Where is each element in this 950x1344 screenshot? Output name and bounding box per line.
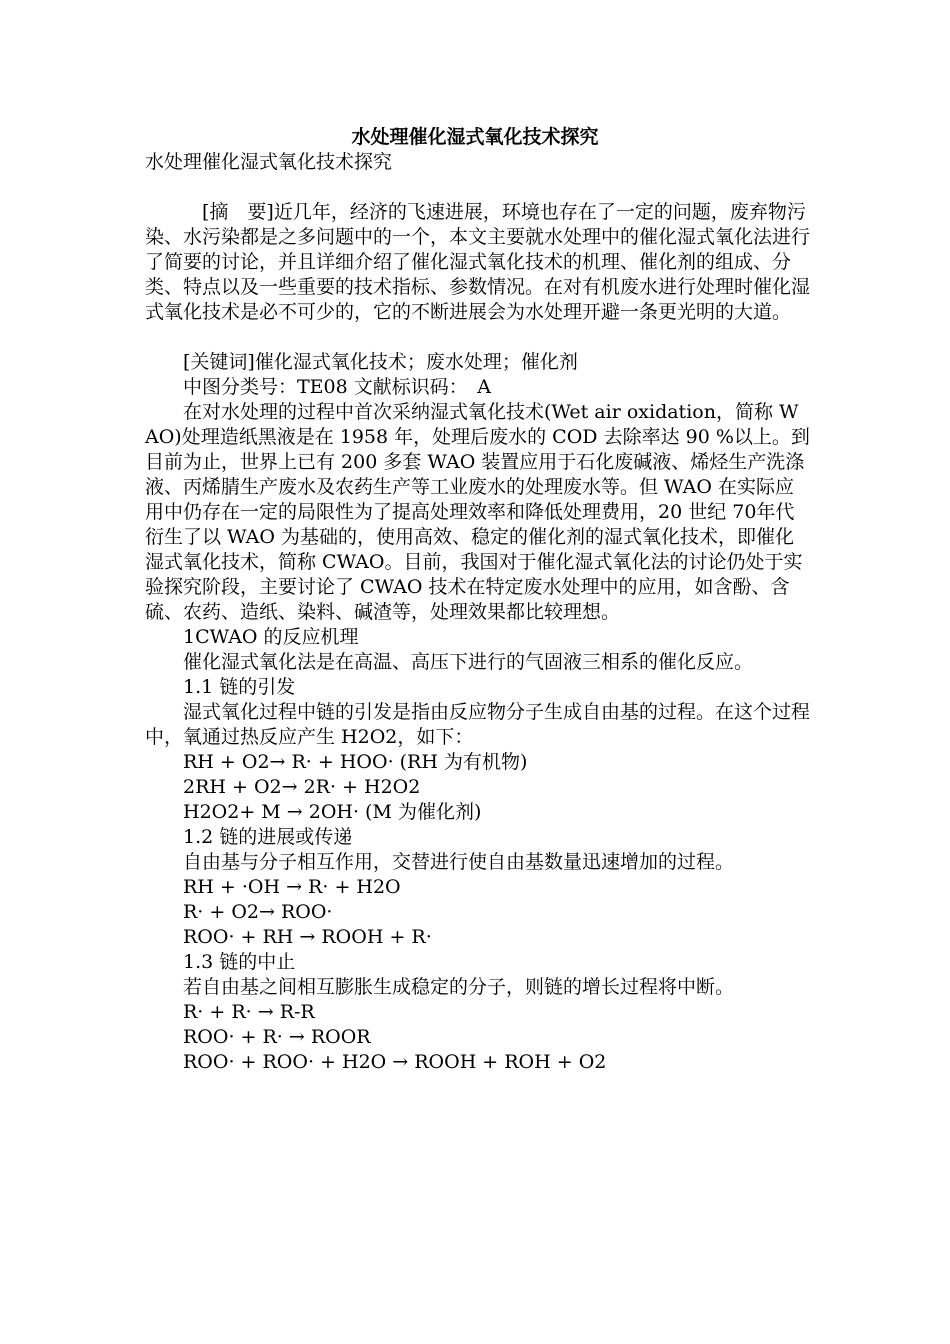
section-1-heading: 1CWAO 的反应机理: [183, 626, 359, 648]
section-1-1-heading: 1.1 链的引发: [183, 676, 296, 698]
intro-paragraph: 在对水处理的过程中首次采纳湿式氧化技术(Wet air oxidation，简称 WAO)处理造纸黑液是在 1958 年，处理后废水的 COD 去除率达 90 %以上。到目前为止，世界上已有 200 多套 WAO 装置应用于石化废碱液、烯烃生产洗涤液、丙烯腈生产废水及农药生产等工业废水的处理废水等。但 WAO 在实际应用中仍存在一定的局限性为了提高处理效率和降低处理费用，20 世纪 70年代衍生了以 WAO 为基础的，使用高效、稳定的催化剂的湿式氧化技术，即催化湿式氧化技术，简称 CWAO。目前，我国对于催化湿式氧化法的讨论仍处于实验探究阶段，主要讨论了 CWAO 技术在特定废水处理中的应用，如含酚、含硫、农药、造纸、染料、碱渣等，处理效果都比较理想。: [145, 401, 810, 623]
formula-line: RH + ·OH → R· + H2O: [183, 876, 401, 898]
section-1-3-paragraph: 若自由基之间相互膨胀生成稳定的分子，则链的增长过程将中断。: [183, 976, 735, 998]
section-1-2-paragraph: 自由基与分子相互作用，交替进行使自由基数量迅速增加的过程。: [183, 851, 735, 873]
keywords-line: [关键词]催化湿式氧化技术；废水处理；催化剂: [183, 351, 578, 373]
abstract-paragraph: [摘 要]近几年，经济的飞速进展，环境也存在了一定的问题，废弃物污染、水污染都是之多问题中的一个，本文主要就水处理中的催化湿式氧化法进行了简要的讨论，并且详细介绍了催化湿式氧化技术的机理、催化剂的组成、分类、特点以及一些重要的技术指标、参数情况。在对有机废水进行处理时催化湿式氧化技术是必不可少的，它的不断进展会为水处理开避一条更光明的大道。: [145, 201, 811, 323]
blank-line: [145, 325, 810, 350]
document-body: [145, 150, 810, 1075]
formula-line: RH + O2→ R· + HOO· (RH 为有机物): [183, 751, 528, 773]
formula-line: R· + O2→ ROO·: [183, 901, 333, 923]
formula-line: ROO· + ROO· + H2O → ROOH + ROH + O2: [183, 1051, 607, 1073]
document-subtitle: 水处理催化湿式氧化技术探究: [145, 151, 393, 173]
blank-line: [145, 175, 810, 200]
document-title: 水处理催化湿式氧化技术探究: [351, 126, 599, 148]
section-1-3-heading: 1.3 链的中止: [183, 951, 296, 973]
section-1-2-heading: 1.2 链的进展或传递: [183, 826, 353, 848]
formula-line: ROO· + R· → ROOR: [183, 1026, 371, 1048]
section-1-paragraph: 催化湿式氧化法是在高温、高压下进行的气固液三相系的催化反应。: [183, 651, 754, 673]
formula-line: R· + R· → R-R: [183, 1001, 315, 1023]
formula-line: 2RH + O2→ 2R· + H2O2: [183, 776, 421, 798]
classification-line: 中图分类号：TE08 文献标识码： A: [183, 376, 491, 398]
section-1-1-paragraph: 湿式氧化过程中链的引发是指由反应物分子生成自由基的过程。在这个过程中，氧通过热反应产生 H2O2，如下：: [145, 701, 811, 748]
formula-line: ROO· + RH → ROOH + R·: [183, 926, 432, 948]
formula-line: H2O2+ M → 2OH· (M 为催化剂): [183, 801, 482, 823]
